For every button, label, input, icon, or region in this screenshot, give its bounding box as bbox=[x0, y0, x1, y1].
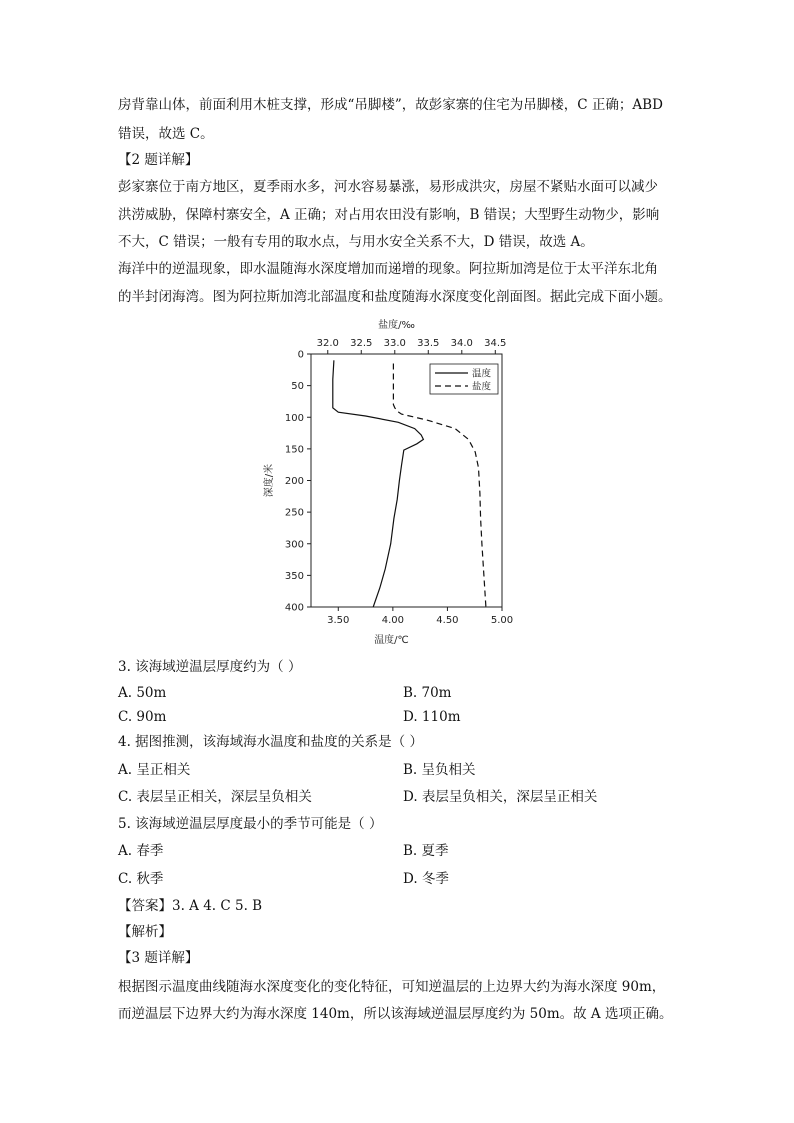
option: B. 70m bbox=[403, 685, 452, 701]
legend-label: 盐度 bbox=[472, 381, 492, 393]
y-tick-label: 350 bbox=[284, 570, 304, 582]
answer-line: 【答案】3. A 4. C 5. B bbox=[118, 898, 263, 914]
top-tick-label: 34.5 bbox=[484, 338, 507, 349]
question-stem: 5. 该海域逆温层厚度最小的季节可能是（ ） bbox=[118, 816, 383, 832]
option: A. 50m bbox=[118, 685, 167, 701]
option: D. 表层呈负相关，深层呈正相关 bbox=[403, 789, 598, 805]
text-line: 根据图示温度曲线随海水深度变化的变化特征，可知逆温层的上边界大约为海水深度 90m， bbox=[118, 979, 666, 995]
y-tick-label: 0 bbox=[297, 349, 304, 361]
text-line: 海洋中的逆温现象，即水温随海水深度增加而递增的现象。阿拉斯加湾是位于太平洋东北角 bbox=[118, 261, 658, 277]
legend-label: 温度 bbox=[472, 368, 492, 380]
text-line: 错误，故选 C。 bbox=[118, 126, 214, 142]
question-stem: 4. 据图推测，该海域海水温度和盐度的关系是（ ） bbox=[118, 734, 423, 750]
y-tick-label: 100 bbox=[284, 412, 304, 424]
option: B. 呈负相关 bbox=[403, 762, 476, 778]
y-tick-label: 150 bbox=[284, 444, 304, 456]
y-tick-label: 50 bbox=[291, 381, 304, 393]
option: D. 110m bbox=[403, 709, 461, 725]
option: B. 夏季 bbox=[403, 843, 449, 859]
text-line: 不大，C 错误；一般有专用的取水点，与用水安全关系不大，D 错误，故选 A。 bbox=[118, 234, 594, 250]
option: A. 春季 bbox=[118, 843, 164, 859]
top-tick-label: 34.0 bbox=[450, 338, 473, 349]
bottom-axis-label: 温度/℃ bbox=[374, 635, 409, 646]
bottom-tick-label: 4.00 bbox=[381, 615, 404, 626]
top-tick-label: 32.0 bbox=[316, 338, 339, 349]
temperature-salinity-chart bbox=[250, 318, 530, 648]
question-stem: 3. 该海域逆温层厚度约为（ ） bbox=[118, 659, 302, 675]
text-line: 洪涝威胁，保障村寨安全，A 正确；对占用农田没有影响，B 错误；大型野生动物少，影响 bbox=[118, 207, 660, 223]
analysis-heading: 【解析】 bbox=[118, 924, 172, 940]
section-heading: 【2 题详解】 bbox=[118, 152, 199, 168]
temperature-series-line bbox=[333, 360, 424, 607]
y-tick-label: 250 bbox=[284, 507, 304, 519]
salinity-series-line bbox=[393, 364, 486, 608]
y-tick-label: 300 bbox=[284, 539, 304, 551]
bottom-tick-label: 5.00 bbox=[490, 615, 514, 626]
bottom-tick-label: 4.50 bbox=[436, 615, 459, 626]
text-line: 彭家寨位于南方地区，夏季雨水多，河水容易暴涨，易形成洪灾，房屋不紧贴水面可以减少 bbox=[118, 179, 658, 195]
option: A. 呈正相关 bbox=[118, 762, 191, 778]
top-tick-label: 32.5 bbox=[350, 338, 373, 349]
y-tick-label: 200 bbox=[284, 476, 304, 487]
y-tick-label: 400 bbox=[284, 602, 304, 614]
option: D. 冬季 bbox=[403, 871, 449, 887]
bottom-tick-label: 3.50 bbox=[327, 615, 350, 626]
text-line: 房背靠山体，前面利用木桩支撑，形成“吊脚楼”，故彭家寨的住宅为吊脚楼，C 正确；ABD bbox=[118, 97, 663, 113]
option: C. 表层呈正相关，深层呈负相关 bbox=[118, 789, 312, 805]
text-line: 而逆温层下边界大约为海水深度 140m，所以该海域逆温层厚度约为 50m。故 A 选项正确。 bbox=[118, 1006, 673, 1022]
top-axis-label: 盐度/‰ bbox=[378, 320, 415, 331]
top-tick-label: 33.0 bbox=[383, 338, 406, 349]
option: C. 秋季 bbox=[118, 871, 164, 887]
text-line: 的半封闭海湾。图为阿拉斯加湾北部温度和盐度随海水深度变化剖面图。据此完成下面小题。 bbox=[118, 289, 672, 305]
top-tick-label: 33.5 bbox=[417, 338, 440, 349]
y-axis-label: 深度/米 bbox=[264, 463, 275, 498]
section-heading: 【3 题详解】 bbox=[118, 950, 199, 966]
option: C. 90m bbox=[118, 709, 167, 725]
